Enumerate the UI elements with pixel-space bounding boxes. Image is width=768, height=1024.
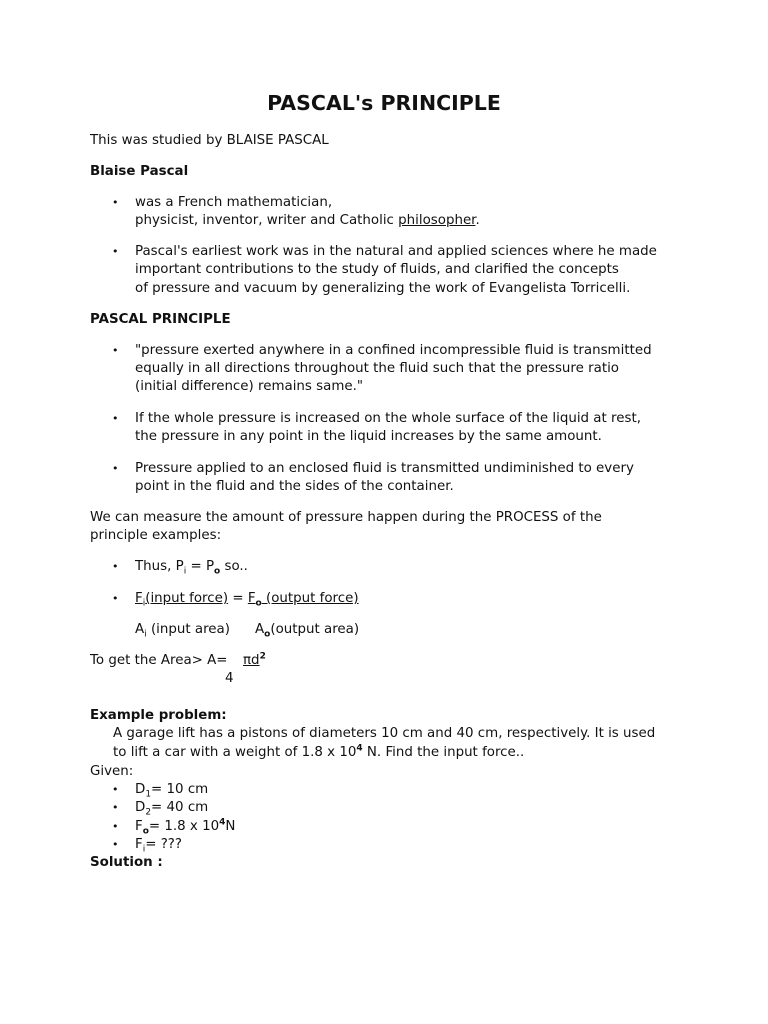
bullet-icon: • xyxy=(112,820,119,833)
eq-input-force xyxy=(135,591,229,609)
eq-subscript: i xyxy=(142,844,146,855)
bullet-text: "pressure exerted anywhere in a confined incompressible fluid is transmitted xyxy=(135,343,652,358)
eq-value: = 40 cm xyxy=(151,800,209,815)
eq-subscript: o xyxy=(214,566,221,577)
bullet-icon: • xyxy=(112,838,119,851)
eq-symbol: F xyxy=(135,819,143,834)
bullet-text-segment: . xyxy=(475,213,480,228)
eq-subscript: 1 xyxy=(145,789,152,800)
bullet-icon: • xyxy=(112,592,119,605)
eq-symbol: D xyxy=(135,782,146,797)
bullet-text: Pascal's earliest work was in the natural and applied sciences where he made xyxy=(135,244,657,259)
equation-input-area xyxy=(135,621,230,639)
body-text: principle examples: xyxy=(90,528,222,543)
eq-subscript: 2 xyxy=(145,807,152,818)
bullet-icon: • xyxy=(112,344,119,357)
bullet-text xyxy=(135,212,480,230)
example-text xyxy=(113,744,524,762)
eq-label: (input area) xyxy=(146,622,230,637)
eq-subscript: i xyxy=(144,629,147,640)
bullet-icon: • xyxy=(112,560,119,573)
intro-text: This was studied by BLAISE PASCAL xyxy=(90,133,329,148)
eq-superscript: 2 xyxy=(259,651,266,662)
eq-unit: N xyxy=(225,819,236,834)
eq-text: = P xyxy=(186,559,215,574)
bullet-text: the pressure in any point in the liquid increases by the same amount. xyxy=(135,429,602,444)
eq-text: so.. xyxy=(220,559,248,574)
given-item xyxy=(135,799,208,817)
eq-symbol: F xyxy=(135,591,143,606)
example-text-segment: to lift a car with a weight of 1.8 x 10 xyxy=(113,745,357,760)
eq-output-force xyxy=(247,591,359,609)
eq-label: (output area) xyxy=(270,622,360,637)
eq-numerator: πd xyxy=(243,653,260,668)
eq-label: (output force) xyxy=(261,591,359,606)
eq-subscript: i xyxy=(142,598,146,609)
eq-label: (input force) xyxy=(145,591,229,606)
given-item xyxy=(135,836,182,854)
body-text: We can measure the amount of pressure happen during the PROCESS of the xyxy=(90,510,602,525)
bullet-text: If the whole pressure is increased on the whole surface of the liquid at rest, xyxy=(135,411,641,426)
bullet-icon: • xyxy=(112,783,119,796)
bullet-text: was a French mathematician, xyxy=(135,195,333,210)
bullet-text: important contributions to the study of fluids, and clarified the concepts xyxy=(135,262,619,277)
given-label: Given: xyxy=(90,764,134,779)
eq-subscript: o xyxy=(255,598,262,609)
eq-subscript: o xyxy=(264,629,271,640)
eq-value: = 1.8 x 10 xyxy=(148,819,220,834)
example-text-segment: N. Find the input force.. xyxy=(362,745,525,760)
bullet-icon: • xyxy=(112,462,119,475)
eq-equals: = xyxy=(228,591,248,606)
example-heading: Example problem: xyxy=(90,708,227,723)
area-formula-numerator xyxy=(243,652,266,670)
eq-value: = ??? xyxy=(145,837,183,852)
bullet-icon: • xyxy=(112,412,119,425)
bullet-icon: • xyxy=(112,196,119,209)
section-heading-blaise: Blaise Pascal xyxy=(90,164,189,179)
example-text: A garage lift has a pistons of diameters 10 cm and 40 cm, respectively. It is used xyxy=(113,726,656,741)
equation-pressure xyxy=(135,558,248,576)
bullet-text: point in the fluid and the sides of the container. xyxy=(135,479,454,494)
solution-heading: Solution : xyxy=(90,855,163,870)
eq-symbol: A xyxy=(255,622,265,637)
eq-subscript: i xyxy=(183,566,187,577)
eq-value: = 10 cm xyxy=(151,782,209,797)
eq-subscript: o xyxy=(142,826,149,837)
bullet-icon: • xyxy=(112,801,119,814)
section-heading-principle: PASCAL PRINCIPLE xyxy=(90,312,231,327)
given-item xyxy=(135,781,208,799)
bullet-text: (initial difference) remains same." xyxy=(135,379,364,394)
eq-symbol: F xyxy=(135,837,143,852)
eq-symbol: F xyxy=(247,591,256,606)
philosopher-link[interactable]: philosopher xyxy=(398,213,476,228)
eq-symbol: A xyxy=(135,622,145,637)
eq-symbol: D xyxy=(135,800,146,815)
eq-superscript: 4 xyxy=(219,817,226,828)
bullet-text: of pressure and vacuum by generalizing the work of Evangelista Torricelli. xyxy=(135,281,631,296)
area-formula-label: To get the Area> A= xyxy=(90,653,228,668)
given-item xyxy=(135,818,235,836)
eq-superscript: 4 xyxy=(356,743,363,754)
eq-text: Thus, P xyxy=(135,559,184,574)
page-title: PASCAL's PRINCIPLE xyxy=(267,91,501,115)
equation-force xyxy=(135,590,359,608)
bullet-text: Pressure applied to an enclosed fluid is transmitted undiminished to every xyxy=(135,461,634,476)
bullet-text: equally in all directions throughout the fluid such that the pressure ratio xyxy=(135,361,619,376)
area-formula-denominator: 4 xyxy=(225,671,234,686)
bullet-icon: • xyxy=(112,245,119,258)
equation-output-area xyxy=(255,621,359,639)
bullet-text-segment: physicist, inventor, writer and Catholic xyxy=(135,213,399,228)
